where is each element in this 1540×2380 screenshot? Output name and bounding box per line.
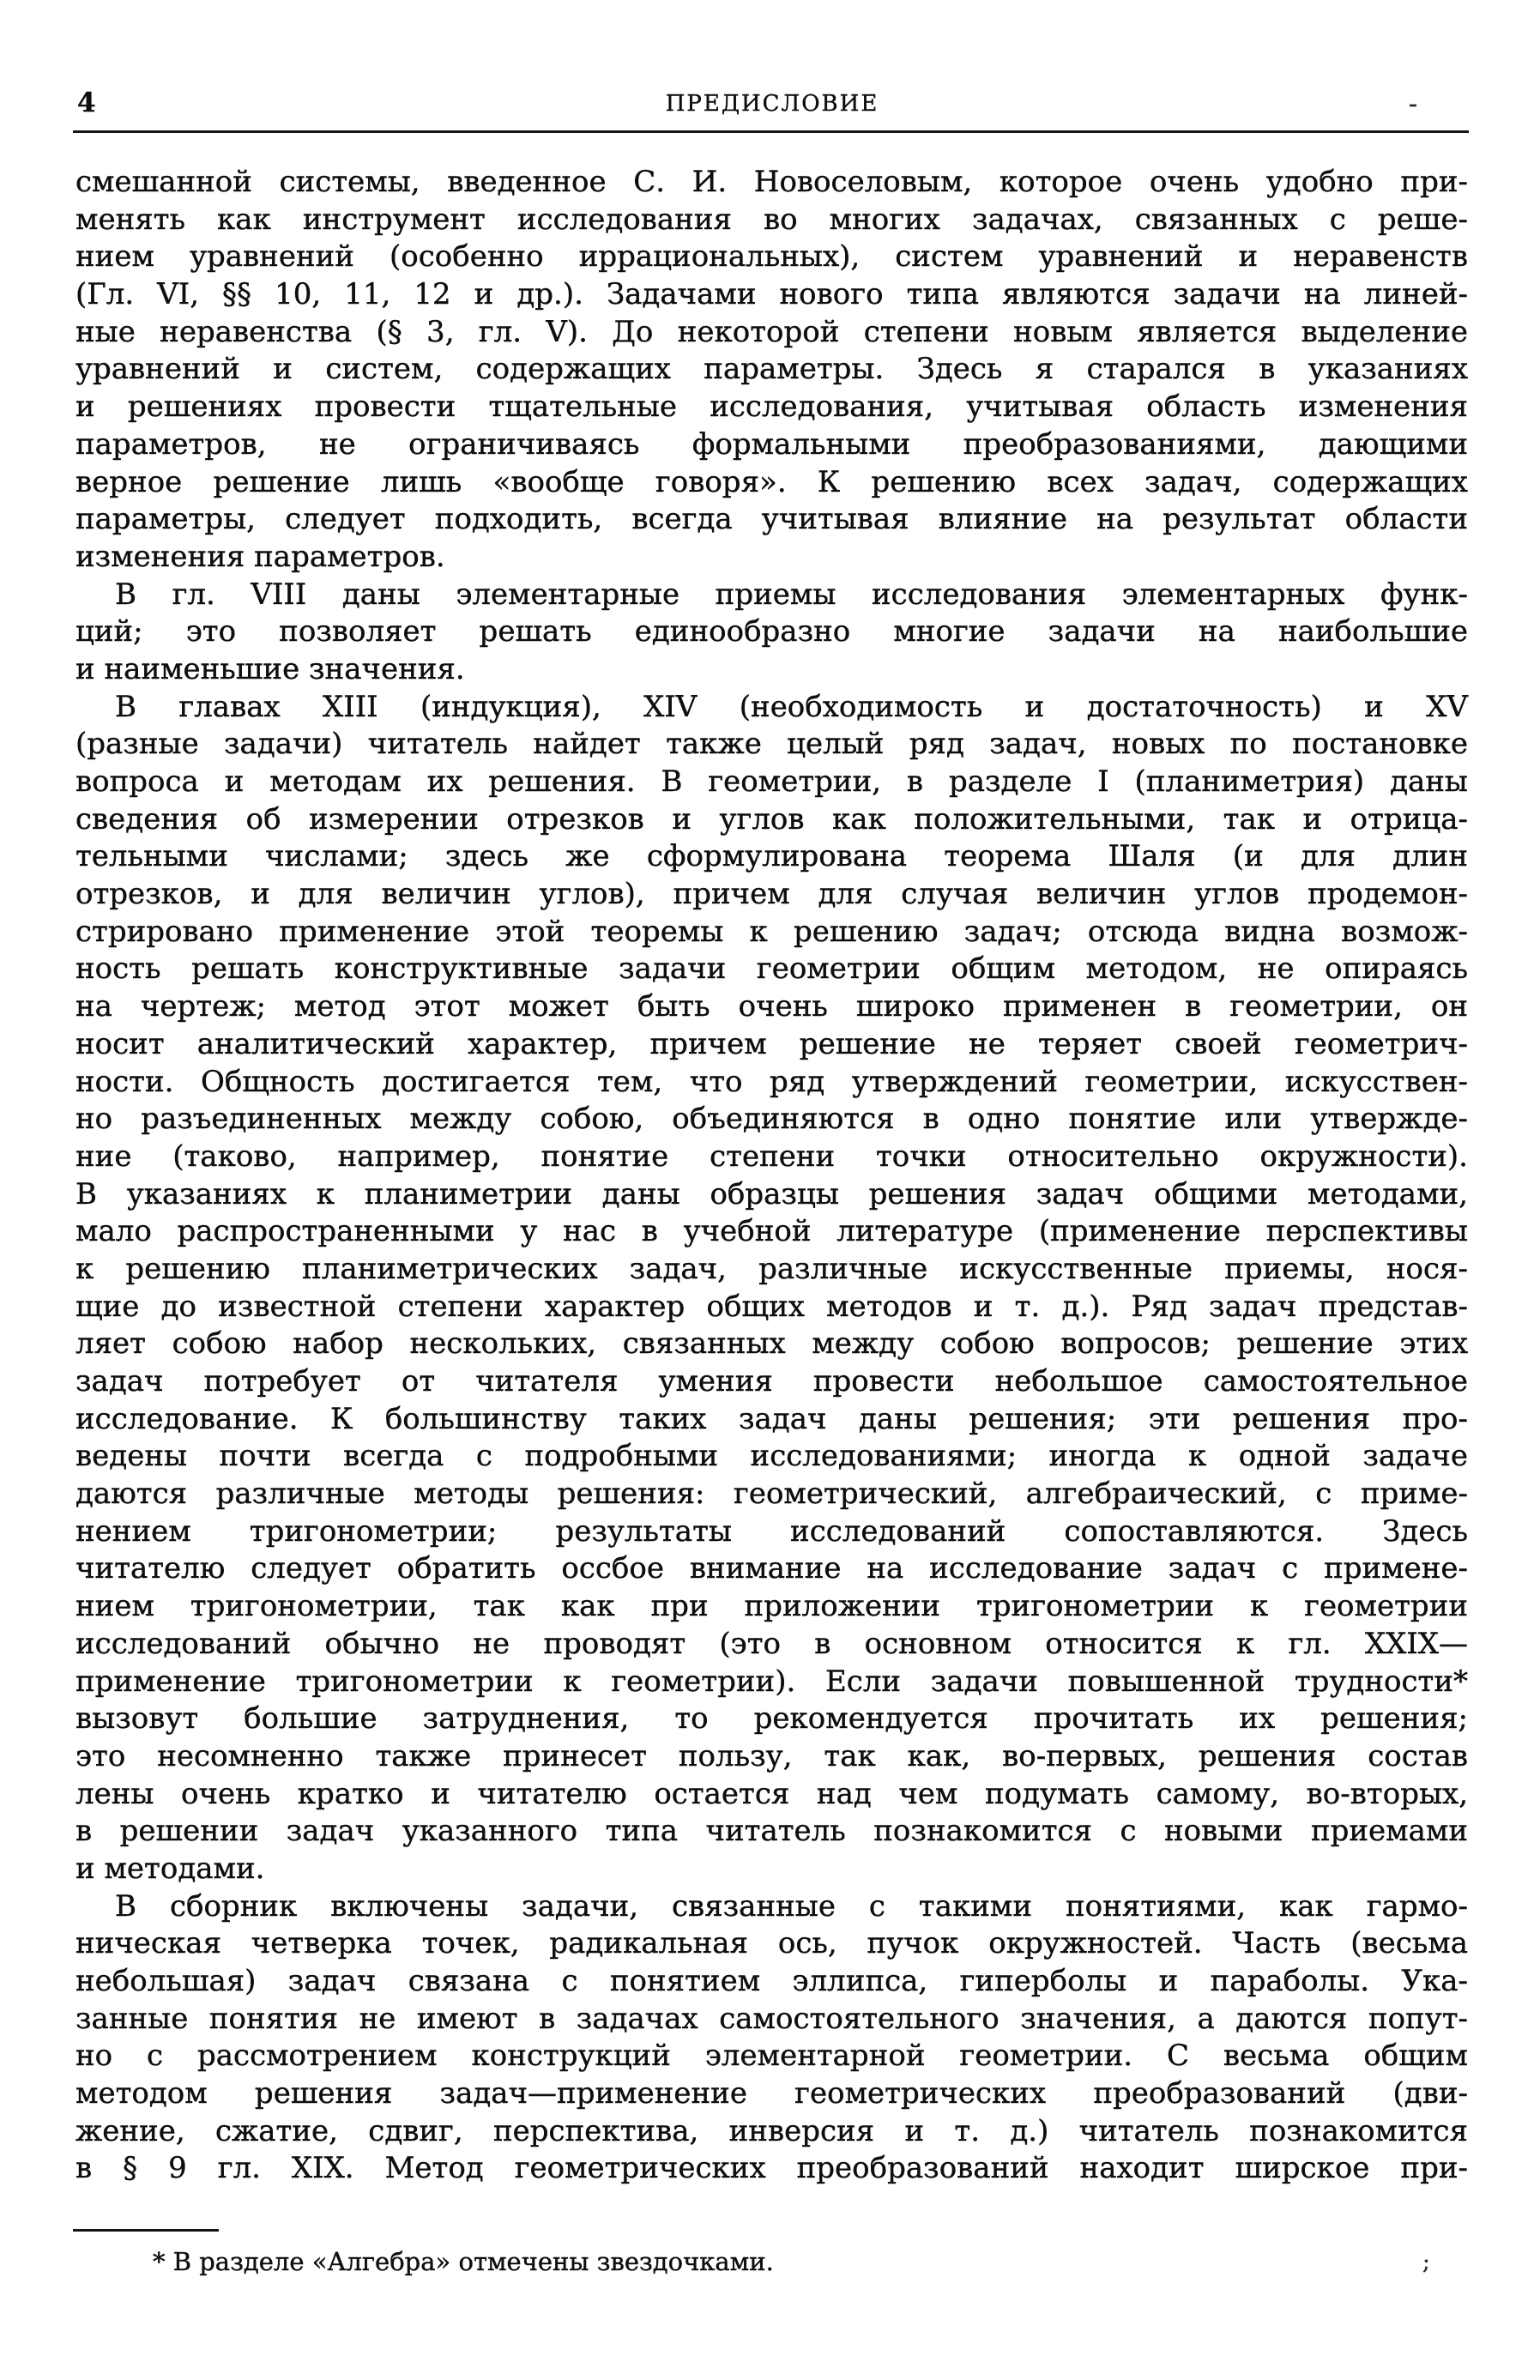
- text-line: задач потребует от читателя умения провести небольшое самостоятельное: [75, 1364, 1468, 1398]
- text-line: в решении задач указанного типа читатель познакомится с новыми приемами: [75, 1814, 1468, 1849]
- header-rule: [73, 130, 1469, 133]
- text-line: носит аналитический характер, причем решение не теряет своей геометрич-: [75, 1026, 1468, 1061]
- text-line: ций; это позволяет решать единообразно многие задачи на наибольшие: [75, 614, 1468, 649]
- text-line: менять как инструмент исследования во многих задачах, связанных с реше-: [75, 202, 1468, 237]
- text-line: ляет собою набор нескольких, связанных между собою вопросов; решение этих: [75, 1326, 1468, 1362]
- text-line: тельными числами; здесь же сформулирована теорема Шаля (и для длин: [75, 839, 1468, 874]
- page-header: [75, 86, 1469, 124]
- text-line: сведения об измерении отрезков и углов как положительными, так и отрица-: [75, 801, 1468, 837]
- text-line: смешанной системы, введенное С. И. Новоселовым, которое очень удобно при-: [75, 165, 1468, 199]
- footnote-rule: [73, 2229, 219, 2232]
- text-line: параметры, следует подходить, всегда учитывая влияние на результат области: [75, 502, 1468, 537]
- text-line: и наименьшие значения.: [75, 651, 465, 686]
- text-line: методом решения задач—применение геометрических преобразований (дви-: [75, 2076, 1468, 2111]
- text-line: В сборник включены задачи, связанные с такими понятиями, как гармо-: [115, 1888, 1468, 1924]
- text-line: но с рассмотрением конструкций элементарной геометрии. С весьма общим: [75, 2039, 1468, 2074]
- text-line: щие до известной степени характер общих методов и т. д.). Ряд задач представ-: [75, 1289, 1468, 1324]
- text-line: в § 9 гл. XIX. Метод геометрических преобразований находит ширское при-: [75, 2151, 1468, 2186]
- text-line: стрировано применение этой теоремы к решению задач; отсюда видна возмож-: [75, 914, 1468, 949]
- text-line: даются различные методы решения: геометрический, алгебраический, с приме-: [75, 1477, 1468, 1512]
- text-line: параметров, не ограничиваясь формальными преобразованиями, дающими: [75, 426, 1468, 462]
- text-line: нением тригонометрии; результаты исследований сопоставляются. Здесь: [75, 1513, 1468, 1549]
- text-line: это несомненно также принесет пользу, так как, во-первых, решения состав: [75, 1738, 1468, 1773]
- text-line: применение тригонометрии к геометрии). Если задачи повышенной трудности*: [75, 1664, 1468, 1699]
- text-line: (Гл. VI, §§ 10, 11, 12 и др.). Задачами нового типа являются задачи на линей-: [75, 277, 1468, 312]
- text-line: жение, сжатие, сдвиг, перспектива, инверсия и т. д.) читатель познакомится: [75, 2113, 1468, 2148]
- text-line: верное решение лишь «вообще говоря». К решению всех задач, содержащих: [75, 464, 1468, 499]
- text-line: изменения параметров.: [75, 539, 445, 574]
- footnote-text: * В разделе «Алгебра» отмечены звездочками.: [153, 2247, 774, 2276]
- text-line: на чертеж; метод этот может быть очень широко применен в геометрии, он: [75, 989, 1468, 1024]
- text-line: В главах XIII (индукция), XIV (необходимость и достаточность) и XV: [115, 689, 1468, 724]
- text-line: отрезков, и для величин углов), причем для случая величин углов продемон-: [75, 877, 1468, 912]
- text-line: вопроса и методам их решения. В геометрии, в разделе I (планиметрия) даны: [75, 764, 1468, 799]
- text-line: к решению планиметрических задач, различные искусственные приемы, нося-: [75, 1251, 1468, 1286]
- text-line: ности. Общность достигается тем, что ряд утверждений геометрии, искусствен-: [75, 1064, 1468, 1099]
- text-line: В указаниях к планиметрии даны образцы решения задач общими методами,: [75, 1176, 1468, 1211]
- text-line: ведены почти всегда с подробными исследованиями; иногда к одной задаче: [75, 1439, 1468, 1474]
- text-line: и решениях провести тщательные исследования, учитывая область изменения: [75, 390, 1468, 425]
- text-block: [75, 164, 1468, 2188]
- margin-mark-bottom: ;: [1422, 2250, 1430, 2275]
- text-line: ническая четверка точек, радикальная ось, пучок окружностей. Часть (весьма: [75, 1926, 1468, 1961]
- text-line: нием тригонометрии, так как при приложении тригонометрии к геометрии: [75, 1589, 1468, 1624]
- text-line: ные неравенства (§ 3, гл. V). До некоторой степени новым является выделение: [75, 314, 1468, 349]
- text-line: занные понятия не имеют в задачах самостоятельного значения, а даются попут-: [75, 2001, 1468, 2036]
- text-line: нием уравнений (особенно иррациональных), систем уравнений и неравенств: [75, 239, 1468, 275]
- text-line: читателю следует обратить оссбое внимание на исследование задач с примене-: [75, 1551, 1468, 1586]
- margin-mark-top: -: [1408, 89, 1417, 119]
- text-line: исследование. К большинству таких задач даны решения; эти решения про-: [75, 1401, 1468, 1436]
- text-line: уравнений и систем, содержащих параметры. Здесь я старался в указаниях: [75, 352, 1468, 387]
- running-head-title: ПРЕДИСЛОВИЕ: [665, 91, 879, 117]
- text-line: но разъединенных между собою, объединяются в одно понятие или утвержде-: [75, 1102, 1468, 1137]
- text-line: ность решать конструктивные задачи геометрии общим методом, не опираясь: [75, 951, 1468, 987]
- text-line: В гл. VIII даны элементарные приемы исследования элементарных функ-: [115, 577, 1468, 612]
- text-line: и методами.: [75, 1851, 265, 1886]
- text-line: (разные задачи) читатель найдет также целый ряд задач, новых по постановке: [75, 727, 1468, 762]
- text-line: исследований обычно не проводят (это в основном относится к гл. XXIX—: [75, 1626, 1468, 1661]
- text-line: ние (таково, например, понятие степени точки относительно окружности).: [75, 1139, 1468, 1174]
- text-line: мало распространенными у нас в учебной литературе (применение перспективы: [75, 1214, 1468, 1249]
- text-line: лены очень кратко и читателю остается над чем подумать самому, во-вторых,: [75, 1776, 1468, 1811]
- text-line: вызовут большие затруднения, то рекомендуется прочитать их решения;: [75, 1701, 1468, 1737]
- text-line: небольшая) задач связана с понятием эллипса, гиперболы и параболы. Ука-: [75, 1964, 1468, 1998]
- page-number: 4: [77, 88, 96, 118]
